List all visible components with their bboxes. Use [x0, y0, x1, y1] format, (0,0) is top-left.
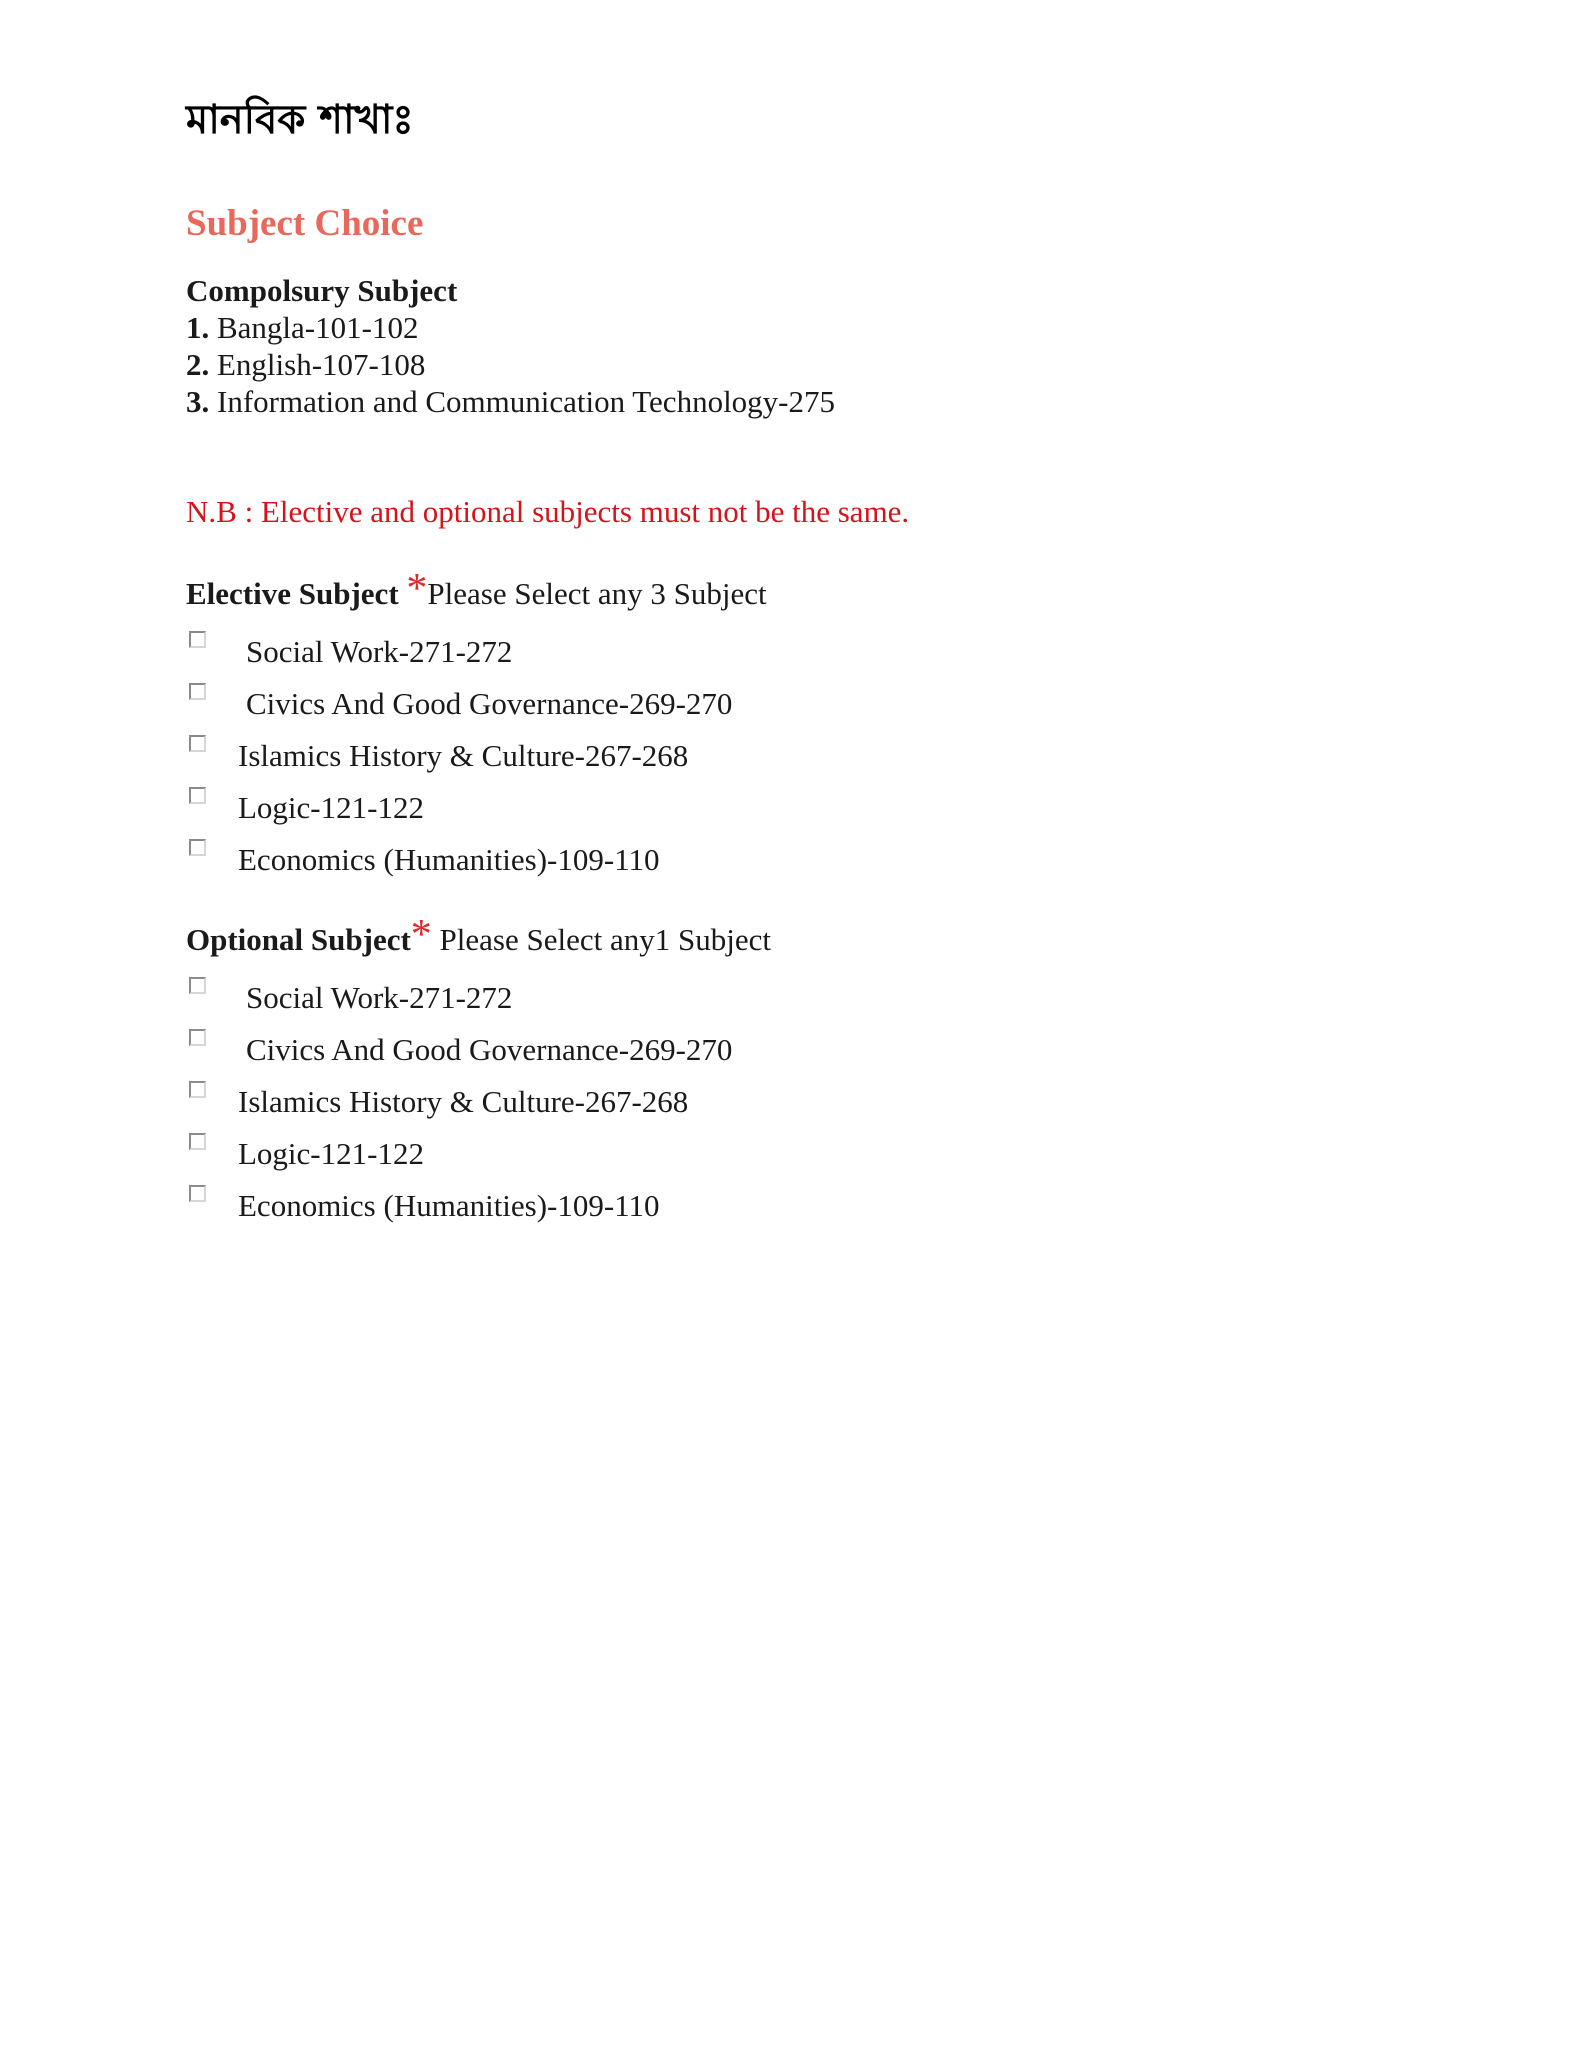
item-number: 1.	[186, 310, 210, 345]
option-label: Islamics History & Culture-267-268	[238, 1084, 689, 1119]
option-label: Civics And Good Governance-269-270	[246, 686, 733, 721]
optional-header	[186, 912, 771, 958]
elective-option[interactable]	[186, 680, 1086, 732]
elective-header	[186, 566, 767, 612]
compulsory-item	[186, 309, 835, 346]
item-text: Information and Communication Technology-275	[209, 384, 836, 419]
checkbox[interactable]	[189, 839, 206, 856]
optional-instruction: Please Select any1 Subject	[431, 922, 771, 957]
option-label: Social Work-271-272	[246, 980, 513, 1015]
option-label: Islamics History & Culture-267-268	[238, 738, 689, 773]
item-number: 2.	[186, 347, 210, 382]
option-label: Social Work-271-272	[246, 634, 513, 669]
option-label: Economics (Humanities)-109-110	[238, 1188, 660, 1223]
elective-option[interactable]	[186, 836, 1086, 888]
option-label: Civics And Good Governance-269-270	[246, 1032, 733, 1067]
elective-label: Elective Subject	[186, 576, 407, 611]
section-title: Subject Choice	[186, 203, 424, 244]
checkbox[interactable]	[189, 1029, 206, 1046]
optional-option[interactable]	[186, 1026, 1086, 1078]
required-star: *	[410, 912, 432, 958]
checkbox[interactable]	[189, 977, 206, 994]
compulsory-item	[186, 346, 835, 383]
optional-option[interactable]	[186, 1078, 1086, 1130]
option-label: Logic-121-122	[238, 790, 424, 825]
elective-option[interactable]	[186, 628, 1086, 680]
page-heading: মানবিক শাখাঃ	[186, 97, 414, 143]
compulsory-item	[186, 383, 835, 420]
compulsory-subjects	[186, 272, 835, 420]
item-text: Bangla-101-102	[209, 310, 419, 345]
optional-option[interactable]	[186, 1130, 1086, 1182]
optional-option[interactable]	[186, 974, 1086, 1026]
note-text: N.B : Elective and optional subjects must not be the same.	[186, 494, 910, 529]
elective-options	[186, 628, 1086, 888]
item-number: 3.	[186, 384, 210, 419]
elective-option[interactable]	[186, 732, 1086, 784]
option-label: Economics (Humanities)-109-110	[238, 842, 660, 877]
checkbox[interactable]	[189, 1185, 206, 1202]
checkbox[interactable]	[189, 787, 206, 804]
item-text: English-107-108	[209, 347, 426, 382]
checkbox[interactable]	[189, 735, 206, 752]
option-label: Logic-121-122	[238, 1136, 424, 1171]
checkbox[interactable]	[189, 631, 206, 648]
required-star: *	[406, 566, 428, 612]
optional-label: Optional Subject	[186, 922, 411, 957]
compulsory-title: Compolsury Subject	[186, 273, 458, 308]
elective-option[interactable]	[186, 784, 1086, 836]
optional-option[interactable]	[186, 1182, 1086, 1234]
checkbox[interactable]	[189, 1081, 206, 1098]
checkbox[interactable]	[189, 1133, 206, 1150]
elective-instruction: Please Select any 3 Subject	[427, 576, 767, 611]
checkbox[interactable]	[189, 683, 206, 700]
optional-options	[186, 974, 1086, 1234]
